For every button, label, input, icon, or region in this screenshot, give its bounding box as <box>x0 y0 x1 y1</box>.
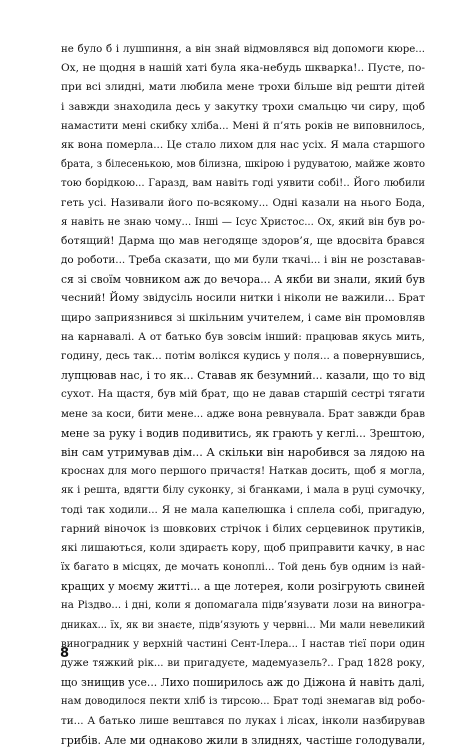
text-line: брата, з білесенькою, мов білизна, шкірою і рудуватою, майже жовто <box>61 159 425 171</box>
text-line: я навіть не знаю чому... Інші — Ісус Христос... Ох, який він був ро- <box>61 216 425 228</box>
text-line: до роботи... Треба сказати, що ми були ткачі... і він не розставав- <box>61 254 425 267</box>
text-line: тою борідкою... Гаразд, вам навіть годі уявити собі!.. Його любили <box>61 178 425 190</box>
body-text <box>61 40 425 750</box>
text-line: при всі злидні, мати любила мене трохи більше від решти дітей <box>61 81 425 94</box>
text-line: сухот. На щастя, був мій брат, що не давав старшій сестрі тягати <box>61 388 425 401</box>
text-line: на карнавалі. А от батько був зовсім інший: працював якусь мить, <box>61 331 425 343</box>
text-line: нам доводилося пекти хліб із тирсою... Брат тоді знемагав від робо- <box>61 696 425 708</box>
text-line: дниках... їх, як ви знаєте, підв’язують у червні... Ми мали невеликий <box>61 619 425 631</box>
text-line: щиро заприязнився зі шкільним учителем, і саме він промовляв <box>61 311 425 324</box>
text-line: геть усі. Називали його по-всякому... Одні казали на нього Бода, <box>61 196 425 209</box>
text-line: як вона померла... Це стало лихом для нас усіх. Я мала старшого <box>61 138 425 151</box>
text-line: він сам утримував дім... А скільки він наробився за лядою на <box>61 445 425 459</box>
text-line: виноградник у верхній частині Сент-Ілера... І настав тієї пори один <box>61 638 425 650</box>
text-line: лупцював нас, і то як... Ставав як безумний... казали, що то від <box>61 369 425 383</box>
text-line: годину, десь так... потім волікся кудись у поля... а повернувшись, <box>61 350 425 362</box>
text-line: їх багато в місцях, де мочать коноплі... Той день був одним із най- <box>61 562 425 574</box>
text-line: дуже тяжкий рік... ви пригадуєте, мадемуазель?.. Град 1828 року, <box>61 658 425 669</box>
text-line: ти... А батько лише вештався по луках і лісах, інколи назбирував <box>61 714 425 727</box>
text-line: намастити мені скибку хліба... Мені й п’ять років не виповнилось, <box>61 120 425 132</box>
text-line: чесний! Йому звідусіль носили нитки і ніколи не важили... Брат <box>61 292 425 305</box>
text-line: які лишаються, коли здираєть кору, щоб приправити качку, в нас <box>61 541 425 554</box>
text-line: грибів. Але ми однаково жили в злиднях, частіше голодували, <box>61 733 425 747</box>
text-line: на Різдво... і дні, коли я допомагала підв’язувати лози на виногра- <box>61 600 425 612</box>
text-line: не було б і лушпиння, а він знай відмовлявся від допомоги кюре... <box>61 44 425 55</box>
text-line: і завжди знаходила десь у закутку трохи смальцю чи сиру, щоб <box>61 100 425 113</box>
text-line: ботящий! Дарма що мав негодяще здоров’я, ще вдосвіта брався <box>61 234 425 247</box>
text-line: мене за коси, бити мене... адже вона ревнувала. Брат завжди брав <box>61 408 425 420</box>
text-line: як і решта, вдягти білу суконку, зі бганками, і мала в руці сумочку, <box>61 485 425 497</box>
text-line: тоді так ходили... Я не мала капелюшка і сплела собі, пригадую, <box>61 503 425 516</box>
text-line: кращих у моєму житті... а ще лотерея, коли розігрують свиней <box>61 580 425 594</box>
text-line: кроснах для мого першого причастя! Наткав досить, щоб я могла, <box>61 466 425 478</box>
text-line: що знищив усе... Лихо поширилось аж до Діжона й навіть далі, <box>61 676 425 690</box>
page-number: 8 <box>60 646 70 661</box>
text-line: мене за руку і водив подивитись, як грають у кеглі... Зрештою, <box>61 426 425 440</box>
text-line: ся зі своїм човником аж до вечора... А якби ви знали, який був <box>61 273 425 287</box>
text-line: Ох, не щодня в нашій хаті була яка-небудь шкварка!.. Пусте, по- <box>61 62 425 75</box>
text-line: гарний віночок із шовкових стрічок і білих серцевинок прутиків, <box>61 522 425 535</box>
